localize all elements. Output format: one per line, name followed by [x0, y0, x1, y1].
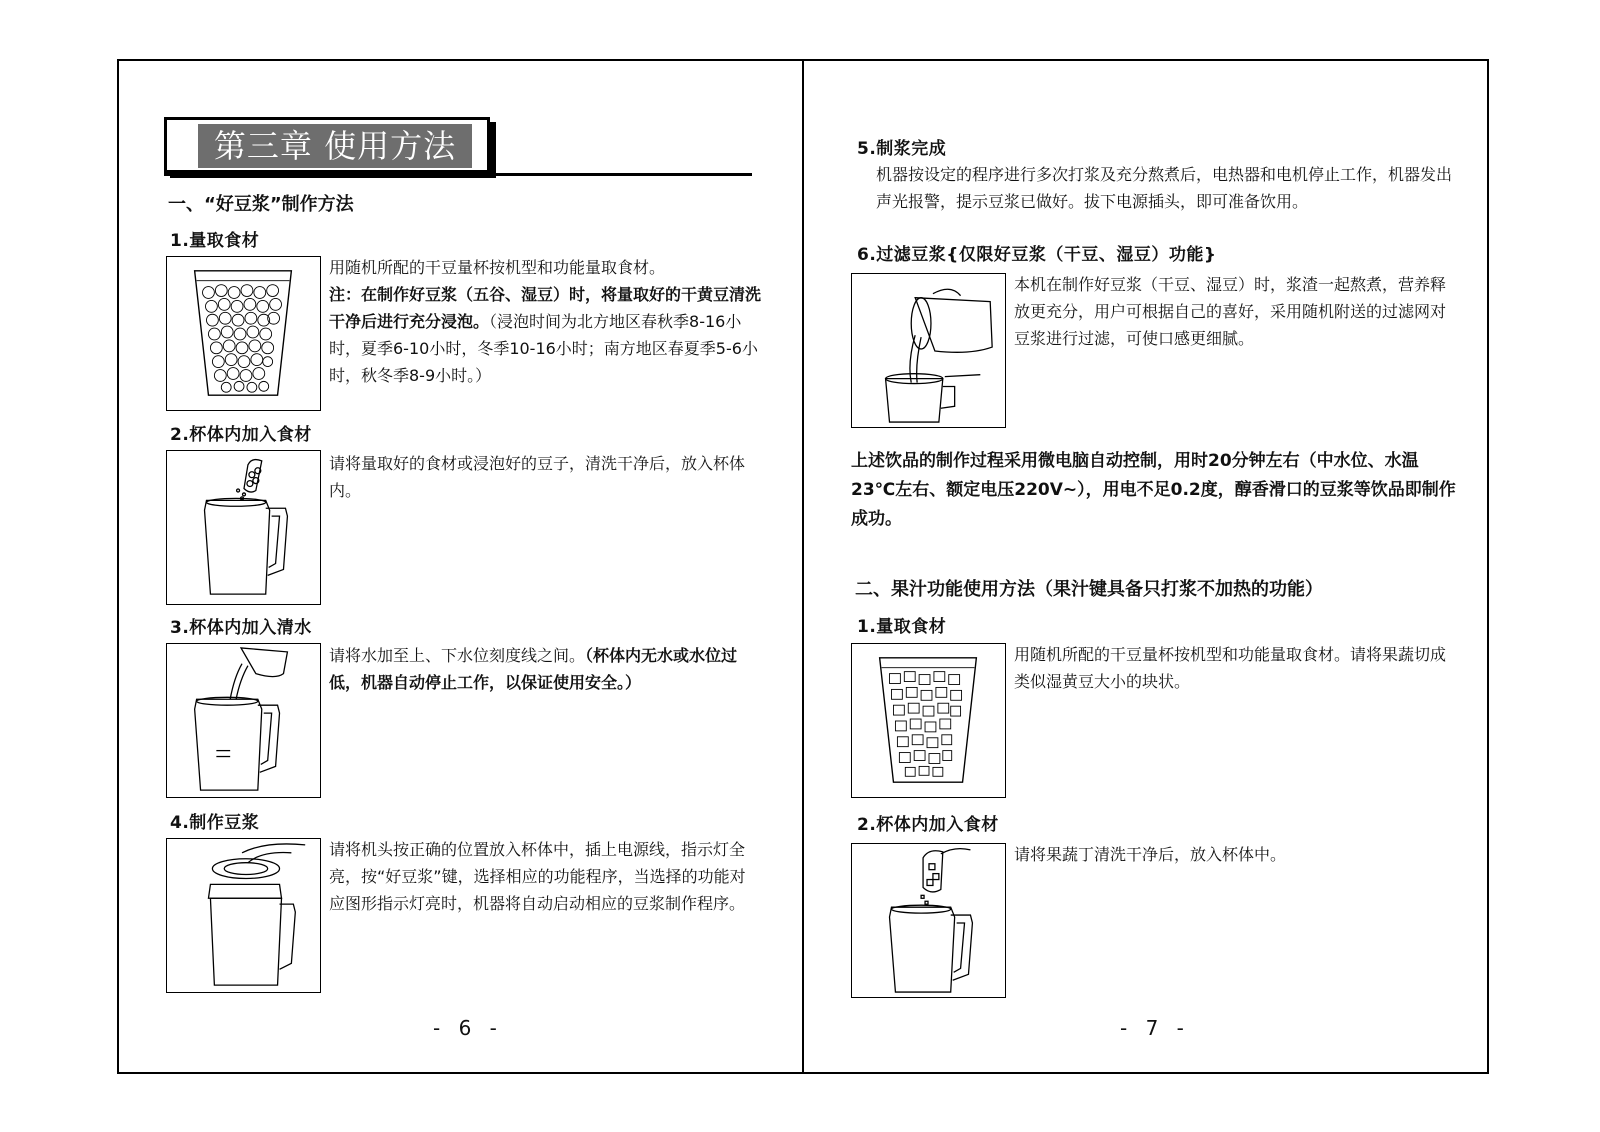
measuring-cup-cubes-illustration [851, 643, 1006, 798]
step-5-heading: 5.制浆完成 [857, 139, 947, 159]
page-number-6: - 6 - [433, 1016, 503, 1040]
juice-step-2-heading: 2.杯体内加入食材 [857, 815, 999, 835]
production-summary: 上述饮品的制作过程采用微电脑自动控制，用时20分钟左右（中水位、水温23℃左右、额定电压220V~），用电不足0.2度，醇香滑口的豆浆等饮品即制作成功。 [851, 451, 1456, 529]
step-1-text [329, 254, 761, 389]
step-1-note-bold: 注：在制作好豆浆（五谷、湿豆）时，将量取好的干黄豆清洗干净后进行充分浸泡。 [329, 285, 762, 331]
step-3-heading: 3.杯体内加入清水 [170, 618, 312, 638]
step-4-text: 请将机头按正确的位置放入杯体中，插上电源线，指示灯全亮，按“好豆浆”键，选择相应的功能程序，当选择的功能对应图形指示灯亮时，机器将自动启动相应的豆浆制作程序。 [329, 840, 746, 913]
make-soymilk-illustration [166, 838, 321, 993]
step-1-text-plain-2: （浸泡时间为北方地区春秋季8-16小时，夏季6-10小时，冬季10-16小时；南方地区春夏季5-6小时，秋冬季8-9小时。） [329, 312, 758, 385]
step-1-text-plain-1: 用随机所配的干豆量杯按机型和功能量取食材。 [329, 258, 666, 277]
add-food-to-jug-illustration [166, 450, 321, 605]
add-water-illustration [166, 643, 321, 798]
step-6-heading: 6.过滤豆浆{仅限好豆浆（干豆、湿豆）功能} [857, 245, 1217, 265]
step-1-heading: 1.量取食材 [170, 231, 260, 251]
juice-step-1-heading: 1.量取食材 [857, 617, 947, 637]
add-fruit-to-jug-illustration [851, 843, 1006, 998]
juice-step-2-text: 请将果蔬丁清洗干净后，放入杯体中。 [1014, 845, 1287, 864]
step-3-warning-bold: （杯体内无水或水位过低，机器自动停止工作，以保证使用安全。） [329, 646, 738, 692]
page-divider [802, 59, 804, 1074]
filter-soymilk-illustration [851, 273, 1006, 428]
section-title-juice: 二、果汁功能使用方法（果汁键具备只打浆不加热的功能） [855, 579, 1323, 600]
step-5-text: 机器按设定的程序进行多次打浆及充分熬煮后，电热器和电机停止工作，机器发出声光报警，提示豆浆已做好。拔下电源插头，即可准备饮用。 [876, 165, 1453, 211]
page-number-7: - 7 - [1120, 1016, 1190, 1040]
juice-step-1-text: 用随机所配的干豆量杯按机型和功能量取食材。请将果蔬切成类似湿黄豆大小的块状。 [1014, 645, 1447, 691]
step-6-text: 本机在制作好豆浆（干豆、湿豆）时，浆渣一起熬煮，营养释放更充分，用户可根据自己的喜好，采用随机附送的过滤网对豆浆进行过滤，可使口感更细腻。 [1014, 275, 1447, 348]
step-2-text: 请将量取好的食材或浸泡好的豆子，清洗干净后，放入杯体内。 [329, 454, 746, 500]
step-4-heading: 4.制作豆浆 [170, 813, 260, 833]
chapter-rule [164, 173, 752, 176]
section-title-soymilk: 一、“好豆浆”制作方法 [168, 194, 354, 215]
step-2-heading: 2.杯体内加入食材 [170, 425, 312, 445]
measuring-cup-beans-illustration [166, 256, 321, 411]
step-3-text [329, 642, 761, 696]
step-3-text-plain: 请将水加至上、下水位刻度线之间。 [329, 646, 586, 665]
chapter-title: 第三章 使用方法 [198, 124, 472, 168]
